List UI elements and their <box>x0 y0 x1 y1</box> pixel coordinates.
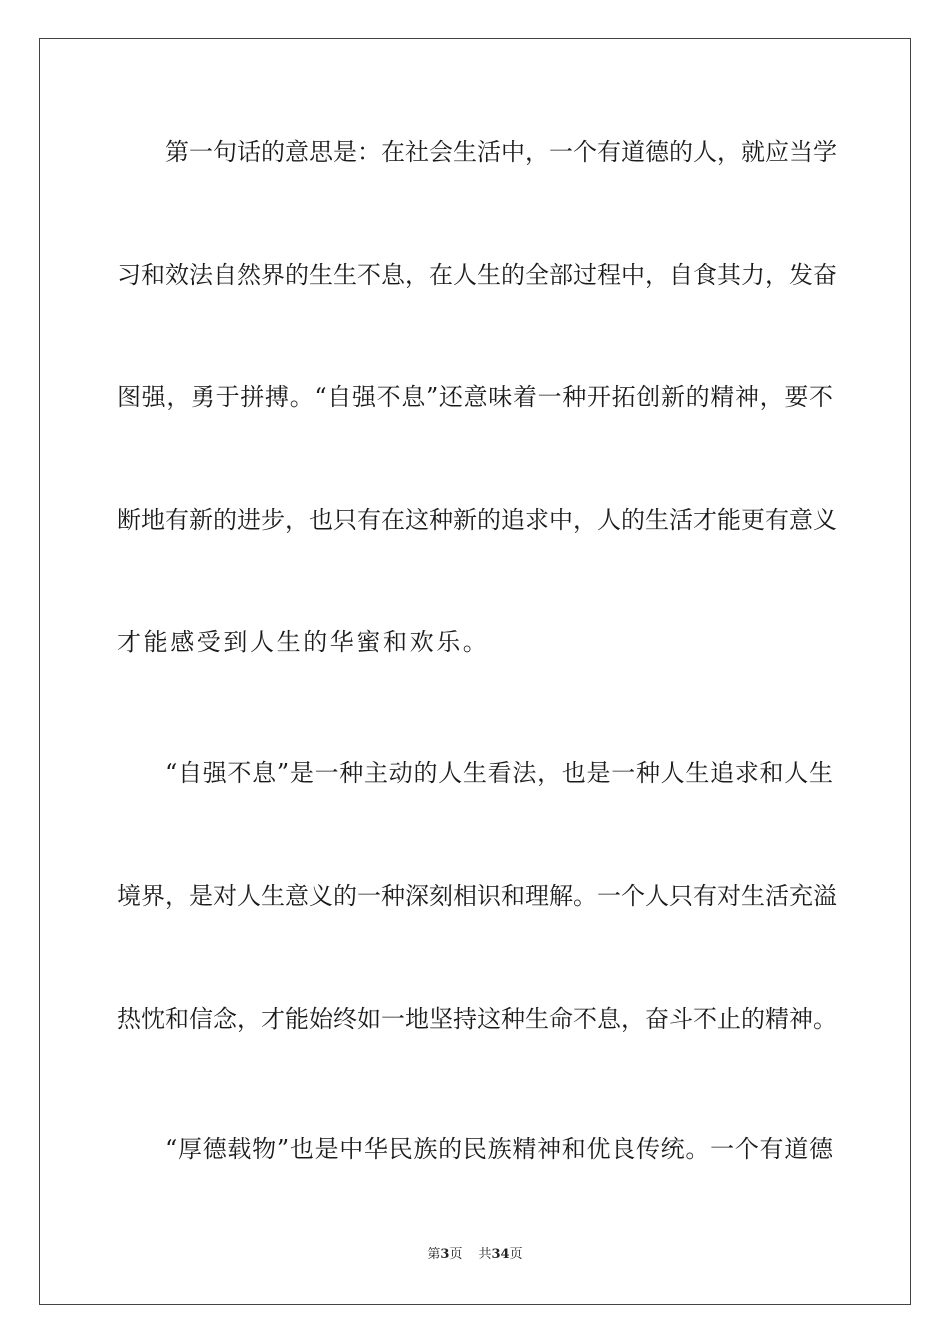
paragraph-2-line-3: 热忱和信念，才能始终如一地坚持这种生命不息，奋斗不止的精神。 <box>117 1005 837 1033</box>
current-page-number: 3 <box>440 1247 450 1262</box>
page-footer <box>0 1246 950 1264</box>
footer-prefix: 第 <box>427 1247 441 1262</box>
footer-total-prefix: 共 <box>478 1247 492 1262</box>
paragraph-1-line-4: 断地有新的进步，也只有在这种新的追求中，人的生活才能更有意义 <box>117 506 837 534</box>
page-border <box>39 38 911 1305</box>
paragraph-1-line-5: 才能感受到人生的华蜜和欢乐。 <box>117 628 490 656</box>
paragraph-1-line-3: 图强，勇于拼搏。“自强不息”还意味着一种开拓创新的精神，要不 <box>117 383 833 411</box>
paragraph-3-line-1: “厚德载物”也是中华民族的民族精神和优良传统。一个有道德 <box>165 1135 833 1163</box>
paragraph-1-line-1: 第一句话的意思是：在社会生活中，一个有道德的人，就应当学 <box>165 138 837 166</box>
paragraph-2-line-2: 境界，是对人生意义的一种深刻相识和理解。一个人只有对生活充溢 <box>117 882 837 910</box>
total-page-count: 34 <box>491 1247 510 1262</box>
footer-total-suffix: 页 <box>509 1247 523 1262</box>
footer-page-suffix: 页 <box>449 1247 463 1262</box>
paragraph-1-line-2: 习和效法自然界的生生不息，在人生的全部过程中，自食其力，发奋 <box>117 261 837 289</box>
paragraph-2-line-1: “自强不息”是一种主动的人生看法，也是一种人生追求和人生 <box>165 759 833 787</box>
